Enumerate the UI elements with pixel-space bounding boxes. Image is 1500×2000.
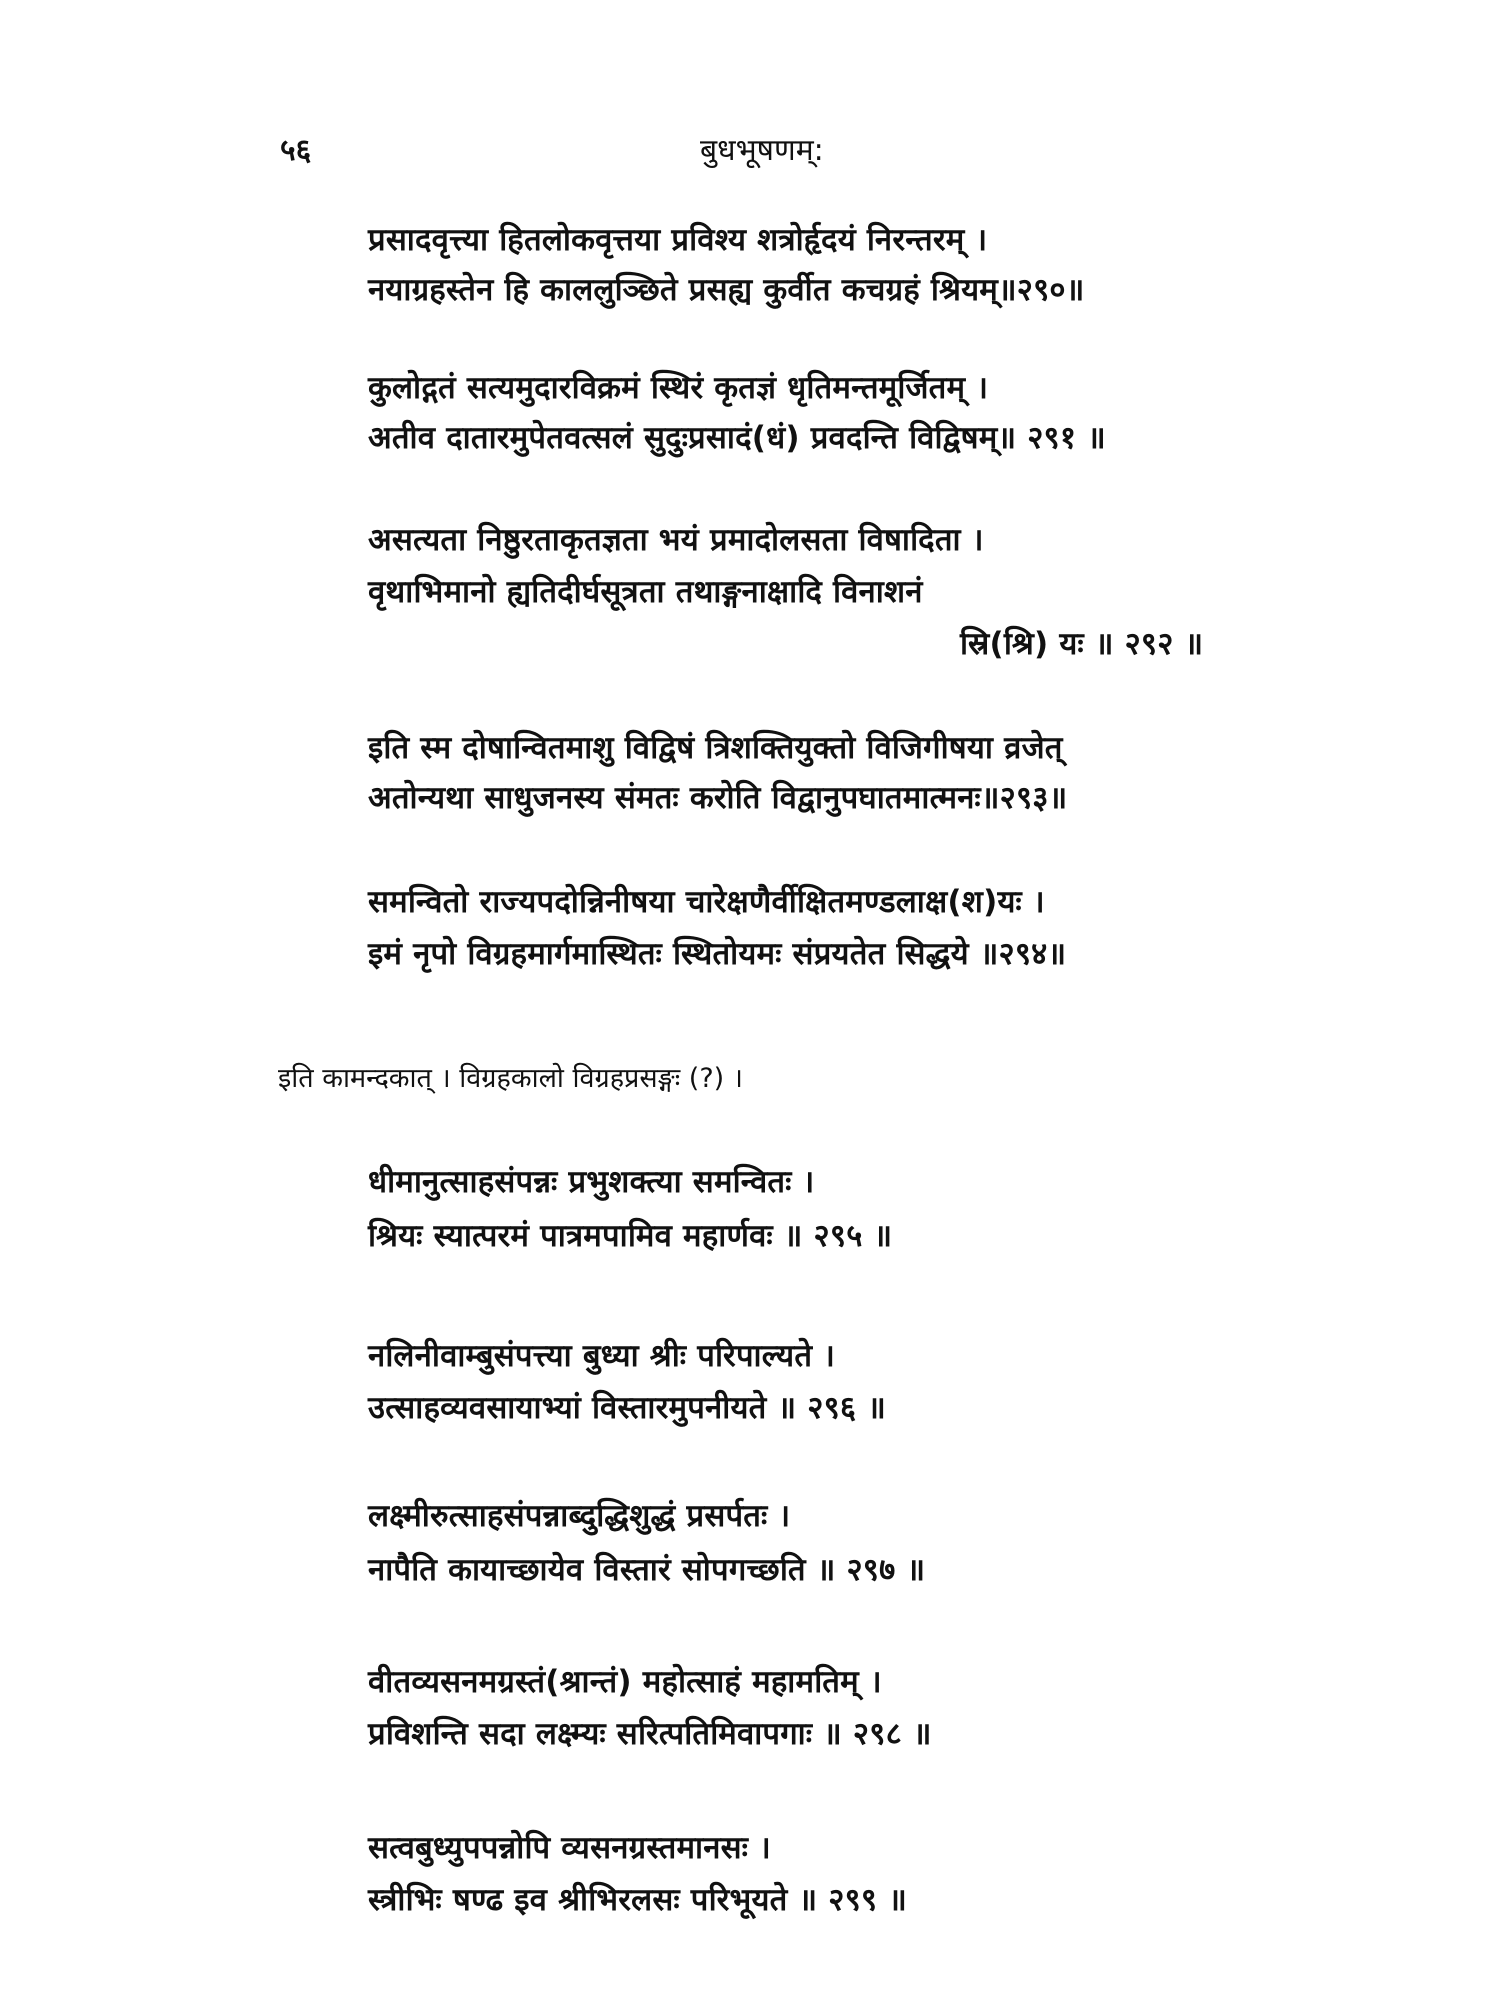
verse-293-line-1: इति स्म दोषान्वितमाशु विद्विषं त्रिशक्तियुक्तो विजिगीषया व्रजेत् <box>368 730 1063 766</box>
page-number: ५६ <box>280 133 312 168</box>
verse-297-line-2: नापैति कायाच्छायेव विस्तारं सोपगच्छति ॥ २९७ ॥ <box>368 1552 926 1588</box>
verse-295-line-1: धीमानुत्साहसंपन्नः प्रभुशक्त्या समन्वितः । <box>368 1164 815 1200</box>
verse-295-line-2: श्रियः स्यात्परमं पात्रमपामिव महार्णवः ॥ २९५ ॥ <box>368 1218 893 1254</box>
running-title: बुधभूषणम्: <box>700 133 824 168</box>
verse-299-line-1: सत्वबुध्युपपन्नोपि व्यसनग्रस्तमानसः । <box>368 1830 771 1866</box>
verse-296-line-2: उत्साहव्यवसायाभ्यां विस्तारमुपनीयते ॥ २९६ ॥ <box>368 1390 887 1426</box>
verse-293-line-2: अतोन्यथा साधुजनस्य संमतः करोति विद्वानुपघातमात्मनः॥२९३॥ <box>368 780 1068 816</box>
verse-294-line-1: समन्वितो राज्यपदोन्निनीषया चारेक्षणैर्वीक्षितमण्डलाक्ष(श)यः । <box>368 884 1045 920</box>
verse-298-line-1: वीतव्यसनमग्रस्तं(श्रान्तं) महोत्साहं महामतिम् । <box>368 1664 882 1700</box>
verse-296-line-1: नलिनीवाम्बुसंपत्त्या बुध्या श्रीः परिपाल्यते । <box>368 1338 836 1374</box>
verse-290-line-1: प्रसादवृत्त्या हितलोकवृत्तया प्रविश्य शत्रोर्हृदयं निरन्तरम् । <box>368 222 988 258</box>
verse-294-line-2: इमं नृपो विग्रहमार्गमास्थितः स्थितोयमः संप्रयतेत सिद्धये ॥२९४॥ <box>368 936 1067 972</box>
verse-291-line-2: अतीव दातारमुपेतवत्सलं सुदुःप्रसादं(धं) प्रवदन्ति विद्विषम्॥ २९१ ॥ <box>368 420 1106 456</box>
verse-299-line-2: स्त्रीभिः षण्ढ इव श्रीभिरलसः परिभूयते ॥ २९९ ॥ <box>368 1882 908 1918</box>
verse-292-line-3: स्रि(श्रि) यः ॥ २९२ ॥ <box>960 626 1204 662</box>
verse-290-line-2: नयाग्रहस्तेन हि काललुञ्छिते प्रसह्य कुर्वीत कचग्रहं श्रियम्॥२९०॥ <box>368 272 1085 308</box>
verse-297-line-1: लक्ष्मीरुत्साहसंपन्नाब्दुद्धिशुद्धं प्रसर्पतः । <box>368 1498 791 1534</box>
verse-292-line-1: असत्यता निष्ठुरताकृतज्ञता भयं प्रमादोलसता विषादिता । <box>368 522 984 558</box>
verse-298-line-2: प्रविशन्ति सदा लक्ष्म्यः सरित्पतिमिवापगाः ॥ २९८ ॥ <box>368 1716 932 1752</box>
verse-291-line-1: कुलोद्गतं सत्यमुदारविक्रमं स्थिरं कृतज्ञं धृतिमन्तमूर्जितम् । <box>368 370 989 406</box>
source-note: इति कामन्दकात् । विग्रहकालो विग्रहप्रसङ्गः (?) । <box>278 1063 744 1094</box>
verse-292-line-2: वृथाभिमानो ह्यतिदीर्घसूत्रता तथाङ्गनाक्षादि विनाशनं <box>368 574 923 610</box>
